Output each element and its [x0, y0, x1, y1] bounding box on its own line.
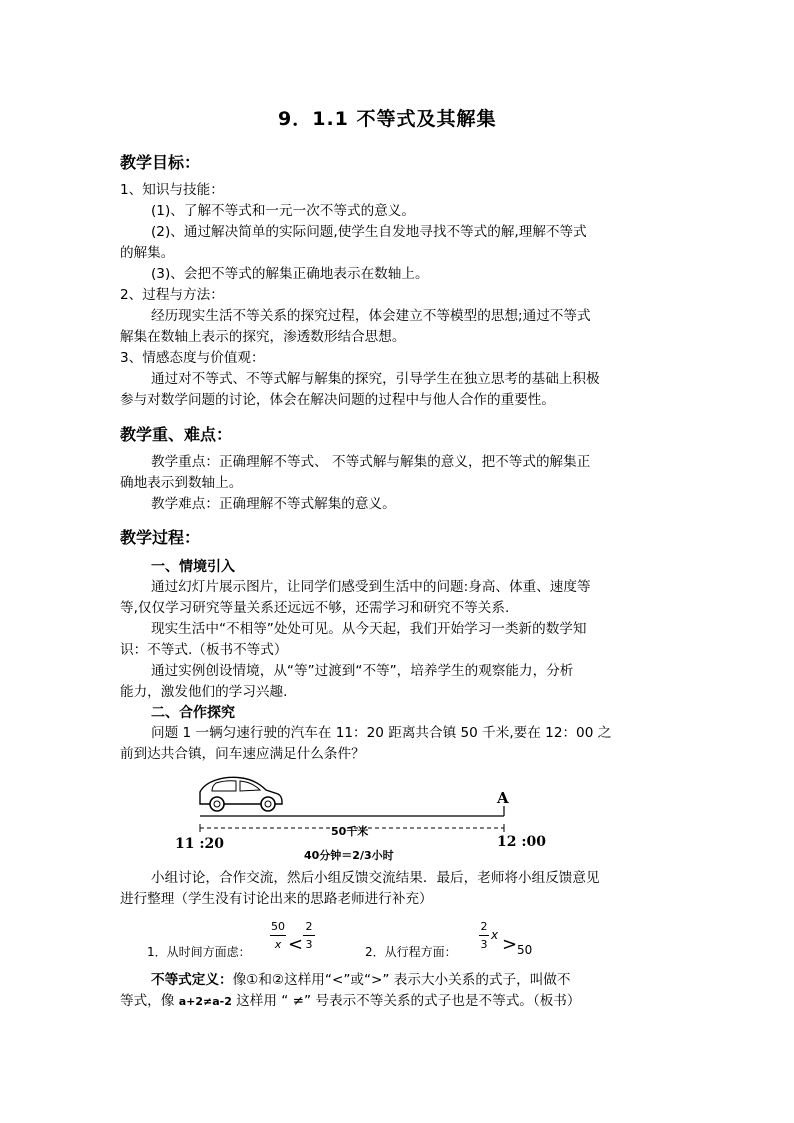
- formula-1-label: 1．从时间方面虑：: [147, 945, 251, 959]
- keypoints-heading: 教学重、难点：: [120, 425, 233, 444]
- car-icon: [200, 777, 282, 811]
- section-1-para-2-cont: 识：不等式.（板书不等式）: [120, 642, 288, 658]
- discussion-text-cont: 进行整理（学生没有讨论出来的思路老师进行补充）: [120, 891, 433, 907]
- definition-line-2: [120, 991, 580, 1012]
- definition-expression: a+2≠a-2: [178, 995, 232, 1008]
- section-1-heading: 一、情境引入: [151, 559, 235, 575]
- formula-2-numerator: 2: [480, 920, 488, 933]
- definition-label: 不等式定义：: [151, 972, 233, 988]
- formula-1-fraction-right: [303, 920, 315, 951]
- objective-1-item-2: (2)、通过解决简单的实际问题,使学生自发地寻找不等式的解,理解不等式: [151, 224, 587, 240]
- formula-1-denominator: x: [274, 938, 282, 951]
- objective-1-heading: 1、知识与技能：: [120, 182, 224, 198]
- section-1-para-3-cont: 能力，激发他们的学习兴趣.: [120, 684, 288, 700]
- objective-2-text-cont: 解集在数轴上表示的探究，渗透数形结合思想。: [120, 329, 406, 345]
- formula-1-fraction-left: [270, 920, 286, 951]
- objective-1-item-1: (1)、了解不等式和一元一次不等式的意义。: [151, 203, 415, 219]
- definition-text-2b: 这样用 “ ≠” 号表示不等关系的式子也是不等式。（板书）: [231, 993, 581, 1009]
- definition-text: 像①和②这样用“<”或“>” 表示大小关系的式子，叫做不: [232, 972, 571, 988]
- distance-label: 50千米: [331, 825, 369, 838]
- formula-1-numerator: 50: [271, 920, 285, 933]
- formula-2-rhs: 50: [517, 943, 533, 957]
- keypoint-difficulty: 教学难点：正确理解不等式解集的意义。: [151, 496, 396, 512]
- formula-1-denominator-2: 3: [305, 938, 313, 951]
- objectives-heading: 教学目标：: [120, 153, 201, 172]
- formula-1-numerator-2: 2: [305, 920, 313, 933]
- objective-2-text: 经历现实生活不等关系的探究过程，体会建立不等模型的思想;通过不等式: [151, 308, 591, 324]
- objective-2-heading: 2、过程与方法：: [120, 287, 224, 303]
- section-1-para-1-cont: 等,仅仅学习研究等量关系还远远不够，还需学习和研究不等关系.: [120, 600, 510, 616]
- discussion-text: 小组讨论，合作交流，然后小组反馈交流结果．最后，老师将小组反馈意见: [151, 870, 600, 886]
- formula-2-variable: x: [491, 928, 499, 942]
- problem-1-cont: 前到达共合镇，问车速应满足什么条件？: [120, 746, 365, 762]
- formula-1-operator: <: [288, 934, 304, 955]
- keypoint-focus: 教学重点：正确理解不等式、 不等式解与解集的意义，把不等式的解集正: [151, 454, 591, 470]
- objective-1-item-3: (3)、会把不等式的解集正确地表示在数轴上。: [151, 266, 429, 282]
- process-heading: 教学过程：: [120, 528, 201, 547]
- page-title: 9．1.1 不等式及其解集: [278, 108, 497, 130]
- section-1-para-3: 通过实例创设情境，从“等”过渡到“不等”，培养学生的观察能力，分析: [151, 663, 574, 679]
- duration-label: 40分钟＝2/3小时: [304, 849, 394, 862]
- formula-2-fraction: [479, 920, 489, 951]
- definition-line-1: [151, 970, 571, 990]
- section-2-heading: 二、合作探究: [151, 705, 235, 721]
- objective-3-heading: 3、情感态度与价值观：: [120, 350, 265, 366]
- formula-2-denominator: 3: [480, 938, 488, 951]
- start-time-label: 11 :20: [175, 836, 225, 852]
- end-time-label: 12 :00: [497, 834, 547, 850]
- objective-1-item-2-cont: 的解集。: [120, 245, 175, 261]
- problem-1: 问题 1 一辆匀速行驶的汽车在 11：20 距离共合镇 50 千米,要在 12：00 之: [151, 725, 612, 741]
- section-1-para-1: 通过幻灯片展示图片，让同学们感受到生活中的问题:身高、体重、速度等: [151, 579, 591, 595]
- keypoint-focus-cont: 确地表示到数轴上。: [120, 475, 243, 491]
- point-a-label: A: [497, 789, 509, 807]
- formula-2-operator: >: [502, 934, 518, 955]
- objective-3-text: 通过对不等式、不等式解与解集的探究，引导学生在独立思考的基础上积极: [151, 371, 600, 387]
- section-1-para-2: 现实生活中“不相等”处处可见。从今天起，我们开始学习一类新的数学知: [151, 621, 587, 637]
- objective-3-text-cont: 参与对数学问题的讨论，体会在解决问题的过程中与他人合作的重要性。: [120, 392, 555, 408]
- definition-text-2a: 等式，像: [120, 993, 179, 1009]
- formula-2-label: 2．从行程方面：: [365, 945, 457, 959]
